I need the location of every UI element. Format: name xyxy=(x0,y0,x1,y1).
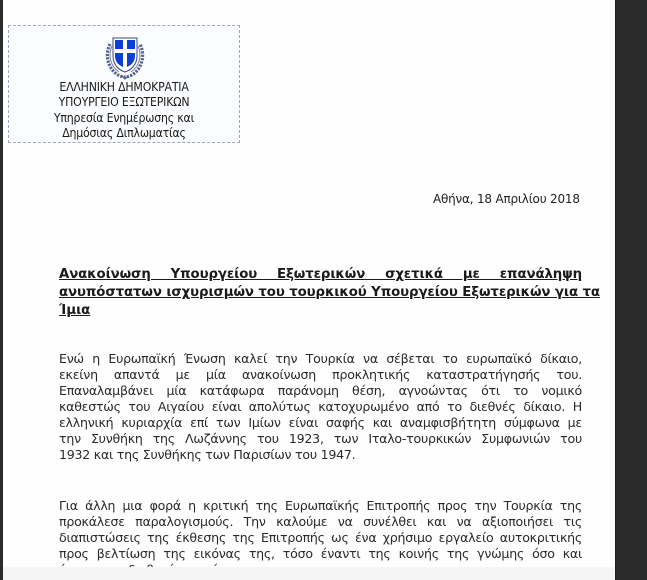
letterhead-line-republic: ΕΛΛΗΝΙΚΗ ΔΗΜΟΚΡΑΤΙΑ xyxy=(59,80,189,94)
paragraph-line: Ενώ η Ευρωπαϊκή Ένωση καλεί την Τουρκία να σέβεται το ευρωπαϊκό δίκαιο, xyxy=(59,351,582,366)
paragraph-line: ελληνική κυριαρχία επί των Ιμίων είναι σαφής και αναμφισβήτητη σύμφωνα με xyxy=(59,415,582,430)
paragraph-line: διαπιστώσεις της έκθεσης της Επιτροπής ως ένα χρήσιμο εργαλείο αυτοκριτικής xyxy=(59,530,582,545)
paragraph-line: 1932 και της Συνθήκης των Παρισίων του 1947. xyxy=(59,447,356,462)
letterhead-line-diplomacy: Δημόσιας Διπλωματίας xyxy=(62,126,186,140)
paragraph-line: καθεστώς του Αιγαίου είναι απολύτως κατοχυρωμένο από το διεθνές δίκαιο. Η xyxy=(59,399,582,414)
title-line: Ανακοίνωση Υπουργείου Εξωτερικών σχετικά με επανάληψη xyxy=(59,267,582,282)
document-date: Αθήνα, 18 Απριλίου 2018 xyxy=(433,192,580,206)
greek-coat-of-arms-icon xyxy=(102,30,148,80)
letterhead-box xyxy=(8,25,240,143)
letterhead-line-service: Υπηρεσία Ενημέρωσης και xyxy=(53,111,195,125)
viewer-right-gutter xyxy=(615,0,647,580)
paragraph-line: Για άλλη μια φορά η κριτική της Ευρωπαϊκής Επιτροπής προς την Τουρκία της xyxy=(59,498,582,513)
paragraph-line: την Συνθήκη της Λωζάννης του 1923, των Ιταλο-τουρκικών Συμφωνιών του xyxy=(59,431,582,446)
document-page xyxy=(3,0,615,580)
paragraph-line: προς βελτίωση της εικόνας της, τόσο έναντι της κοινής της γνώμης όσο και xyxy=(59,546,582,561)
page-footer-shade xyxy=(3,567,615,580)
paragraph-line: εκείνη απαντά με μία ανακοίνωση προκλητικής καταστρατήγησής του. xyxy=(59,367,582,382)
paragraph-line: προκάλεσε παραλογισμούς. Την καλούμε να συνέλθει και να αξιοποιήσει τις xyxy=(59,514,582,529)
title-line: ανυπόστατων ισχυρισμών του τουρκικού Υπουργείου Εξωτερικών για τα xyxy=(59,285,600,300)
paragraph-1 xyxy=(59,351,582,463)
letterhead-line-ministry: ΥΠΟΥΡΓΕΙΟ ΕΞΩΤΕΡΙΚΩΝ xyxy=(58,95,190,109)
title-line: Ίμια xyxy=(59,303,91,318)
paragraph-2 xyxy=(59,498,582,578)
document-title xyxy=(59,266,600,320)
paragraph-line: Επαναλαμβάνει μία κατάφωρα παράνομη θέση, αγνοώντας ότι το νομικό xyxy=(59,383,582,398)
